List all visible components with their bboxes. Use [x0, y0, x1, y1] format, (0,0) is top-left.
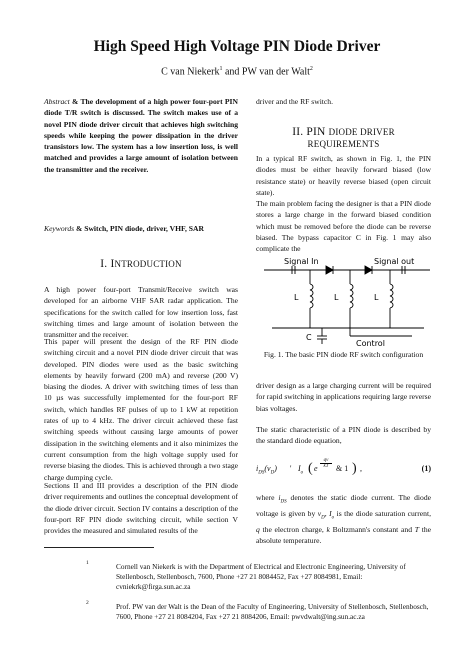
signal-in-label: Signal In: [284, 257, 319, 266]
control-label: Control: [356, 339, 385, 348]
diode-2-icon: [365, 266, 372, 274]
section-2-first: PIN: [306, 126, 329, 138]
abstract: [44, 96, 238, 175]
inductor-3-icon: [390, 284, 393, 308]
section-2-paragraph-2: The main problem facing the designer is that a PIN diode stores a large charge in the forward biased condition which must be removed before the diode can be reverse biased. The bypass capacitor C in Fig. 1 may also complicate the: [256, 199, 431, 254]
inductor-2-label: L: [334, 293, 339, 302]
signal-out-label: Signal out: [374, 257, 415, 266]
equation-tail: & 1: [336, 464, 349, 473]
inductor-1-label: L: [294, 293, 299, 302]
section-1-first: I: [110, 258, 115, 270]
right-col-continuation: driver and the RF switch.: [256, 97, 333, 106]
figure-caption: Fig. 1. The basic PIN diode RF switch configuration: [263, 350, 424, 359]
footnote-2: Prof. PW van der Walt is the Dean of the Faculty of Engineering, University of Stellenbosch, Stellenbosch, 7600, Phone +27 21 8084204, Fax +27 21 8084206, Email: pwvdwalt@ing.sun.ac.za: [116, 602, 429, 621]
inductor-2-icon: [350, 284, 353, 308]
section-1-rest: NTRODUCTION: [114, 259, 182, 269]
footnote-1: Cornell van Niekerk is with the Department of Electrical and Electronic Engineering, University of Stellenbosch, Stellenbosch, 7600, Phone +27 21 8084452, Fax +27 8084981, Email: cvniekrk@firga.sun.ac.za: [116, 562, 406, 591]
footnote-2-number: 2: [86, 600, 89, 606]
equation-number: (1): [421, 464, 431, 473]
author-1-mark: 1: [219, 66, 223, 72]
section-2-paragraph-1: In a typical RF switch, as shown in Fig. 1, the PIN diodes must be either heavily forward biased (low resistance state) or heavily reverse biased (open circuit state).: [256, 154, 431, 197]
abstract-label: Abstract: [44, 97, 70, 106]
author-2: and PW van der Walt: [222, 66, 310, 78]
keywords-text: Switch, PIN diode, driver, VHF, SAR: [82, 224, 204, 233]
section-heading-1: [44, 258, 238, 270]
keywords-label: Keywords: [44, 224, 75, 233]
abstract-text: The development of a high power four-port PIN diode T/R switch is discussed. The switch makes use of a novel PIN diode driver circuit that achieves high switching speeds while keeping the power dissipation in the driver transistors low. The system has a low insertion loss, is well matched and provides a large amount of isolation between the transmitter and the receiver.: [44, 97, 238, 174]
authors: [0, 66, 474, 77]
section-heading-2: [256, 126, 431, 150]
keywords-amp: &: [76, 224, 83, 233]
keywords: [44, 223, 238, 234]
section-2-paragraph-3: driver design as a large charging current will be required for rapid switching in applications requiring large reverse bias voltages.: [256, 381, 431, 413]
section-2-number: II.: [292, 126, 304, 138]
equation-lhs: $i_{DS}(v_D)$: [256, 464, 277, 476]
section-2-paragraph-5: where $i_{DS}$ denotes the static diode current. The diode voltage is given by $v_D$, $I_o$ is the diode saturation current, q the electron charge, k Boltzmann's constant and T the absolute temperature.: [256, 493, 431, 545]
paper-title: High Speed High Voltage PIN Diode Driver: [93, 38, 381, 55]
author-1: C van Niekerk: [161, 66, 220, 78]
equation-exponent: qv kT: [320, 458, 332, 469]
equation-1: $i_{DS}(v_D)$ ' $I_o$ ( e qv kT & 1 ) , (1): [256, 458, 431, 476]
section-2-paragraph-4: The static characteristic of a PIN diode is described by the standard diode equation,: [256, 425, 431, 446]
section-2-rest: DIODE DRIVER REQUIREMENTS: [307, 127, 395, 149]
abstract-amp: &: [72, 97, 79, 106]
author-2-mark: 2: [309, 66, 313, 72]
pin-diode-switch-figure: [262, 256, 432, 348]
intro-paragraph-2: This paper will present the design of the RF PIN diode switching circuit and a novel PIN diode driver circuit that was developed. PIN diodes were used as the basic switching elements by heavily forward (200 mA) and reverse (200 V) biasing the diodes. A driver with switching times of less than 10 µs was successfully implemented for the four-port RF switch, which handles RF pulses of up to 1 kW at repetition rates of up to 4 kHz. The driver circuit achieved these fast switching speeds without causing large amounts of power dissipation in the switching elements and it also minimizes the current consumption from the high voltage supply used for reverse biasing the diodes. This is achieved through a two stage charge dumping cycle.: [44, 337, 238, 482]
inductor-3-label: L: [374, 293, 379, 302]
equation-rhs: $I_o$: [298, 464, 304, 476]
section-1-number: I.: [100, 258, 108, 270]
footnote-1-number: 1: [86, 560, 89, 566]
footnote-rule: [44, 547, 154, 548]
inductor-1-icon: [310, 284, 313, 308]
intro-paragraph-3: Sections II and III provides a description of the PIN diode driver requirements and outlines the conceptual development of the diode driver circuit. Section IV contains a description of the four-port RF PIN diode switching circuit, while section V provides the measured and simulated results of the: [44, 481, 238, 536]
capacitor-label: C: [306, 333, 312, 342]
diode-1-icon: [326, 266, 333, 274]
intro-paragraph-1: A high power four-port Transmit/Receive switch was developed for an airborne VHF SAR radar application. The specifications for the switch called for low insertion loss, fast switching times and large amount of isolation between the transmitter and the receiver.: [44, 285, 238, 340]
